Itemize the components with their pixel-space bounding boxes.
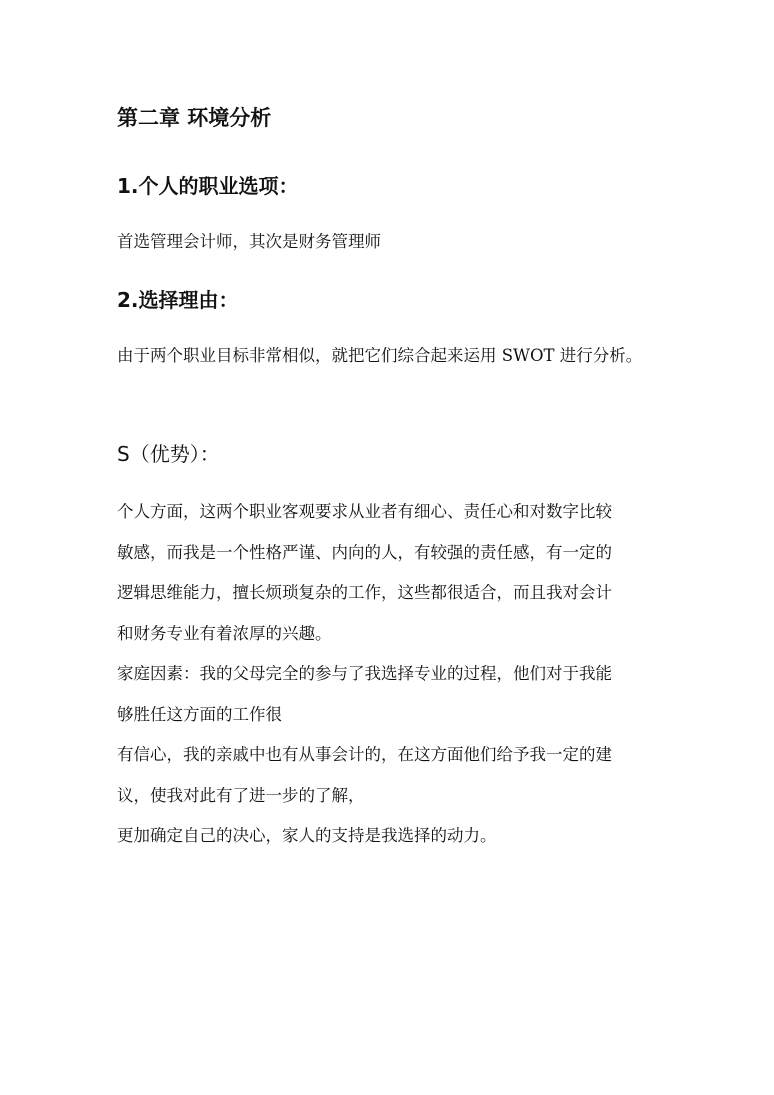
text-line: 有信心，我的亲戚中也有从事会计的，在这方面他们给予我一定的建 [117,745,612,764]
strengths-paragraph [117,492,662,857]
chapter-title: 第二章 环境分析 [117,106,272,130]
section-heading-career-options: 1.个人的职业选项： [117,174,299,198]
text-line: 逻辑思维能力，擅长烦琐复杂的工作，这些都很适合，而且我对会计 [117,583,612,602]
section-heading-reasons: 2.选择理由： [117,288,239,312]
text-line: 由于两个职业目标非常相似，就把它们综合起来运用 SWOT 进行分析。 [117,346,643,365]
reasons-text [117,336,662,377]
text-line: 够胜任这方面的工作很 [117,704,282,724]
text-line: 议，使我对此有了进一步的了解， [117,785,365,805]
text-line: 个人方面，这两个职业客观要求从业者有细心、责任心和对数字比较 [117,502,612,521]
strengths-heading: S（优势）： [117,442,220,466]
text-line: 敏感，而我是一个性格严谨、内向的人，有较强的责任感，有一定的 [117,542,612,562]
text-line: 更加确定自己的决心，家人的支持是我选择的动力。 [117,826,497,845]
career-options-text [117,222,662,263]
text-line: 家庭因素：我的父母完全的参与了我选择专业的过程，他们对于我能 [117,664,612,683]
text-line: 首选管理会计师，其次是财务管理师 [117,232,381,251]
text-line: 和财务专业有着浓厚的兴趣。 [117,623,332,643]
